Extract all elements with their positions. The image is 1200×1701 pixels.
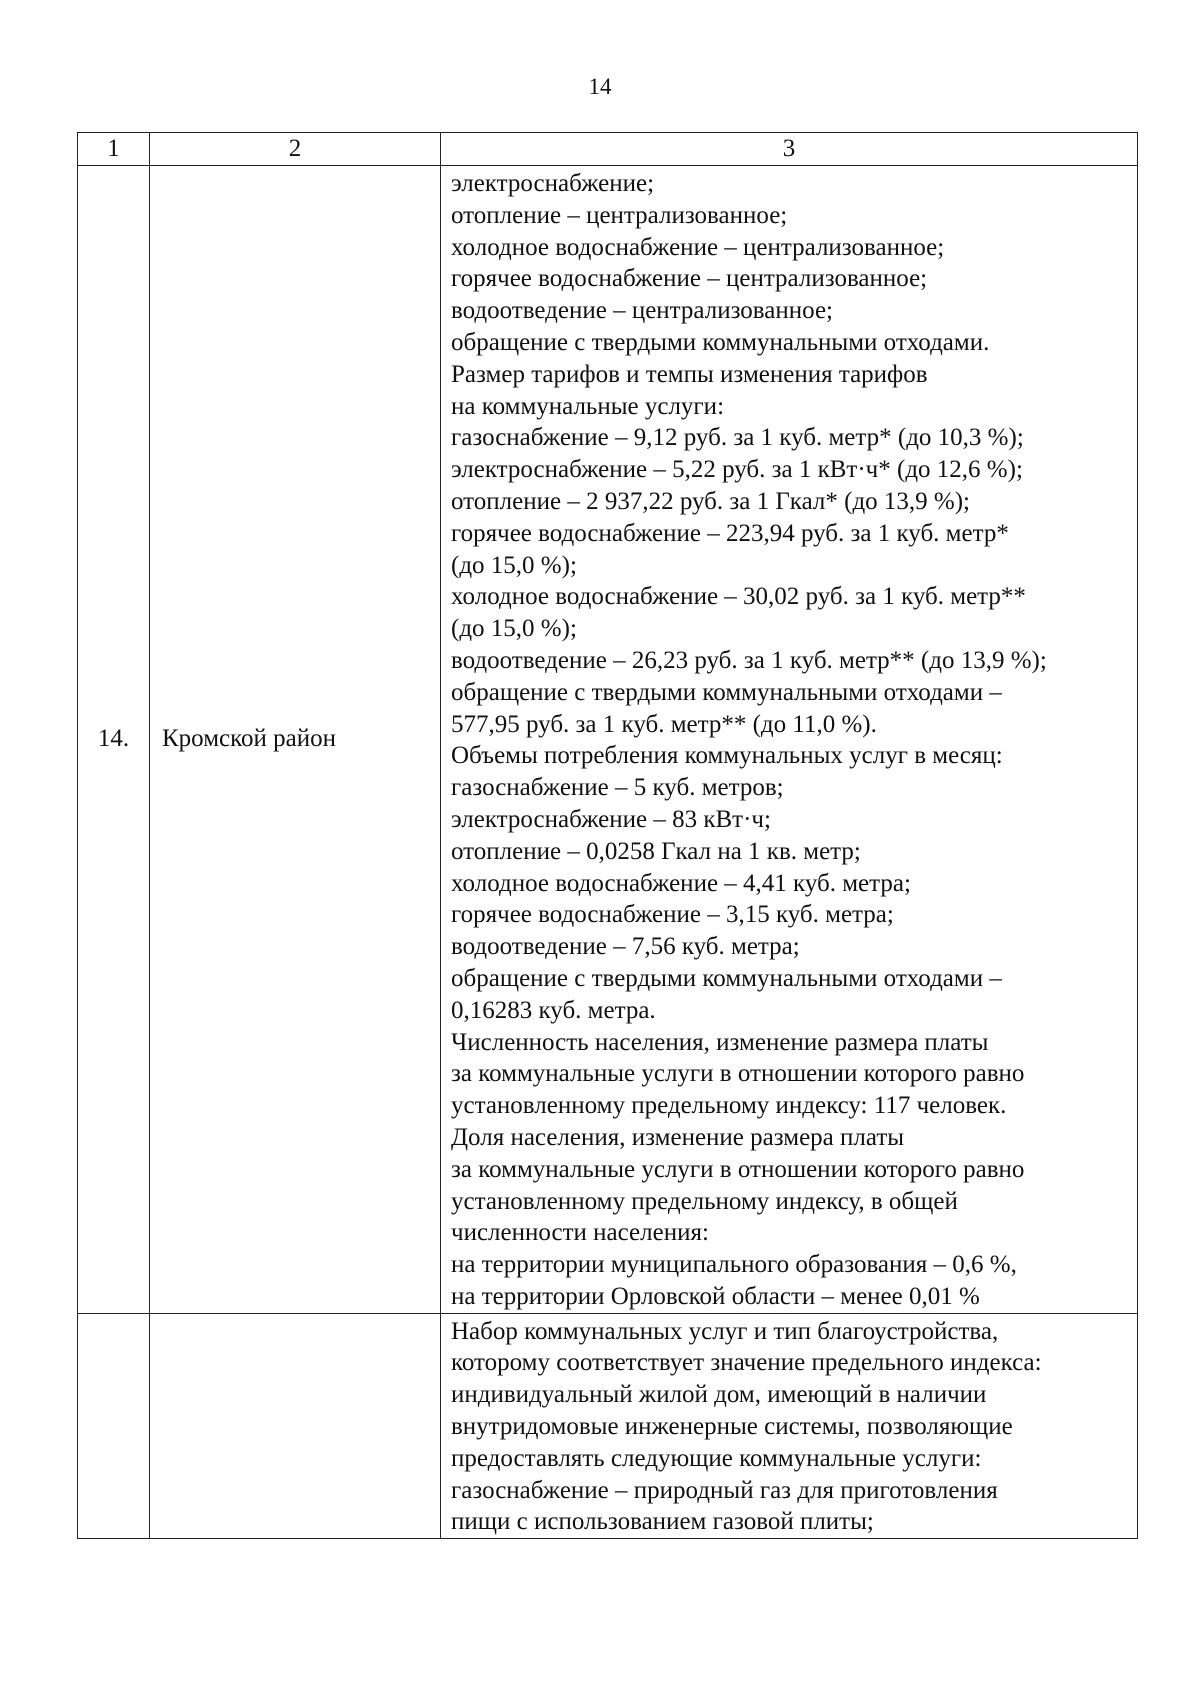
header-col-3: 3 (441, 133, 1138, 166)
header-col-2: 2 (150, 133, 441, 166)
table-row (78, 1313, 1138, 1539)
detail-line: водоотведение – 7,56 куб. метра; (451, 933, 800, 961)
detail-line: индивидуальный жилой дом, имеющий в наличии (451, 1381, 987, 1409)
detail-line: газоснабжение – природный газ для приготовления (451, 1476, 998, 1504)
page-number: 14 (588, 74, 612, 99)
detail-line: газоснабжение – 9,12 руб. за 1 куб. метр* (до 10,3 %); (451, 424, 1024, 452)
detail-line: 577,95 руб. за 1 куб. метр** (до 11,0 %). (451, 710, 877, 738)
detail-line: Численность населения, изменение размера платы (451, 1028, 989, 1056)
detail-line: отопление – 0,0258 Гкал на 1 кв. метр; (451, 837, 861, 865)
detail-line: на территории муниципального образования – 0,6 %, (451, 1251, 1017, 1279)
detail-line: обращение с твердыми коммунальными отходами – (451, 964, 1002, 992)
region-name (150, 1313, 441, 1539)
detail-line: обращение с твердыми коммунальными отходами – (451, 678, 1002, 706)
tariff-table (77, 132, 1138, 1539)
region-name: Кромской район (150, 166, 441, 1314)
detail-line: обращение с твердыми коммунальными отходами. (451, 328, 990, 356)
header-col-1: 1 (78, 133, 150, 166)
detail-line: водоотведение – централизованное; (451, 297, 833, 325)
detail-line: электроснабжение; (451, 170, 655, 197)
detail-line: Объемы потребления коммунальных услуг в месяц: (451, 742, 1003, 770)
table-header-row (78, 133, 1138, 166)
detail-line: за коммунальные услуги в отношении которого равно (451, 1060, 1025, 1088)
detail-line: (до 15,0 %); (451, 615, 577, 643)
detail-line: которому соответствует значение предельного индекса: (451, 1349, 1042, 1377)
detail-line: холодное водоснабжение – 4,41 куб. метра; (451, 869, 911, 897)
detail-lines (441, 166, 1137, 1313)
detail-line: электроснабжение – 5,22 руб. за 1 кВт·ч* (до 12,6 %); (451, 456, 1023, 484)
detail-line: горячее водоснабжение – 3,15 куб. метра; (451, 901, 894, 929)
detail-line: внутридомовые инженерные системы, позволяющие (451, 1413, 1013, 1441)
detail-line: водоотведение – 26,23 руб. за 1 куб. метр** (до 13,9 %); (451, 646, 1047, 674)
detail-line: отопление – централизованное; (451, 201, 788, 229)
detail-line: Доля населения, изменение размера платы (451, 1123, 905, 1151)
detail-line: численности населения: (451, 1219, 709, 1247)
row-details (441, 1313, 1138, 1539)
detail-line: 0,16283 куб. метра. (451, 996, 656, 1024)
detail-line: за коммунальные услуги в отношении которого равно (451, 1155, 1025, 1183)
table-row (78, 166, 1138, 1314)
row-number (78, 1313, 150, 1539)
detail-line: Размер тарифов и темпы изменения тарифов (451, 360, 928, 388)
detail-line: установленному предельному индексу: 117 человек. (451, 1092, 1007, 1120)
detail-line: (до 15,0 %); (451, 551, 577, 579)
detail-line: Набор коммунальных услуг и тип благоустройства, (451, 1317, 999, 1345)
row-number: 14. (78, 166, 150, 1314)
detail-line: установленному предельному индексу, в общей (451, 1187, 958, 1215)
detail-line: предоставлять следующие коммунальные услуги: (451, 1444, 982, 1472)
detail-line: холодное водоснабжение – централизованное; (451, 233, 945, 261)
detail-line: отопление – 2 937,22 руб. за 1 Гкал* (до 13,9 %); (451, 487, 971, 515)
row-details (441, 166, 1138, 1314)
detail-line: на территории Орловской области – менее 0,01 % (451, 1282, 980, 1310)
detail-line: пищи с использованием газовой плиты; (451, 1508, 874, 1536)
detail-line: горячее водоснабжение – 223,94 руб. за 1 куб. метр* (451, 519, 1009, 547)
detail-line: электроснабжение – 83 кВт·ч; (451, 805, 771, 833)
detail-line: горячее водоснабжение – централизованное; (451, 265, 928, 293)
detail-line: холодное водоснабжение – 30,02 руб. за 1 куб. метр** (451, 583, 1026, 611)
detail-line: на коммунальные услуги: (451, 392, 725, 420)
detail-lines (441, 1314, 1137, 1539)
detail-line: газоснабжение – 5 куб. метров; (451, 774, 784, 802)
